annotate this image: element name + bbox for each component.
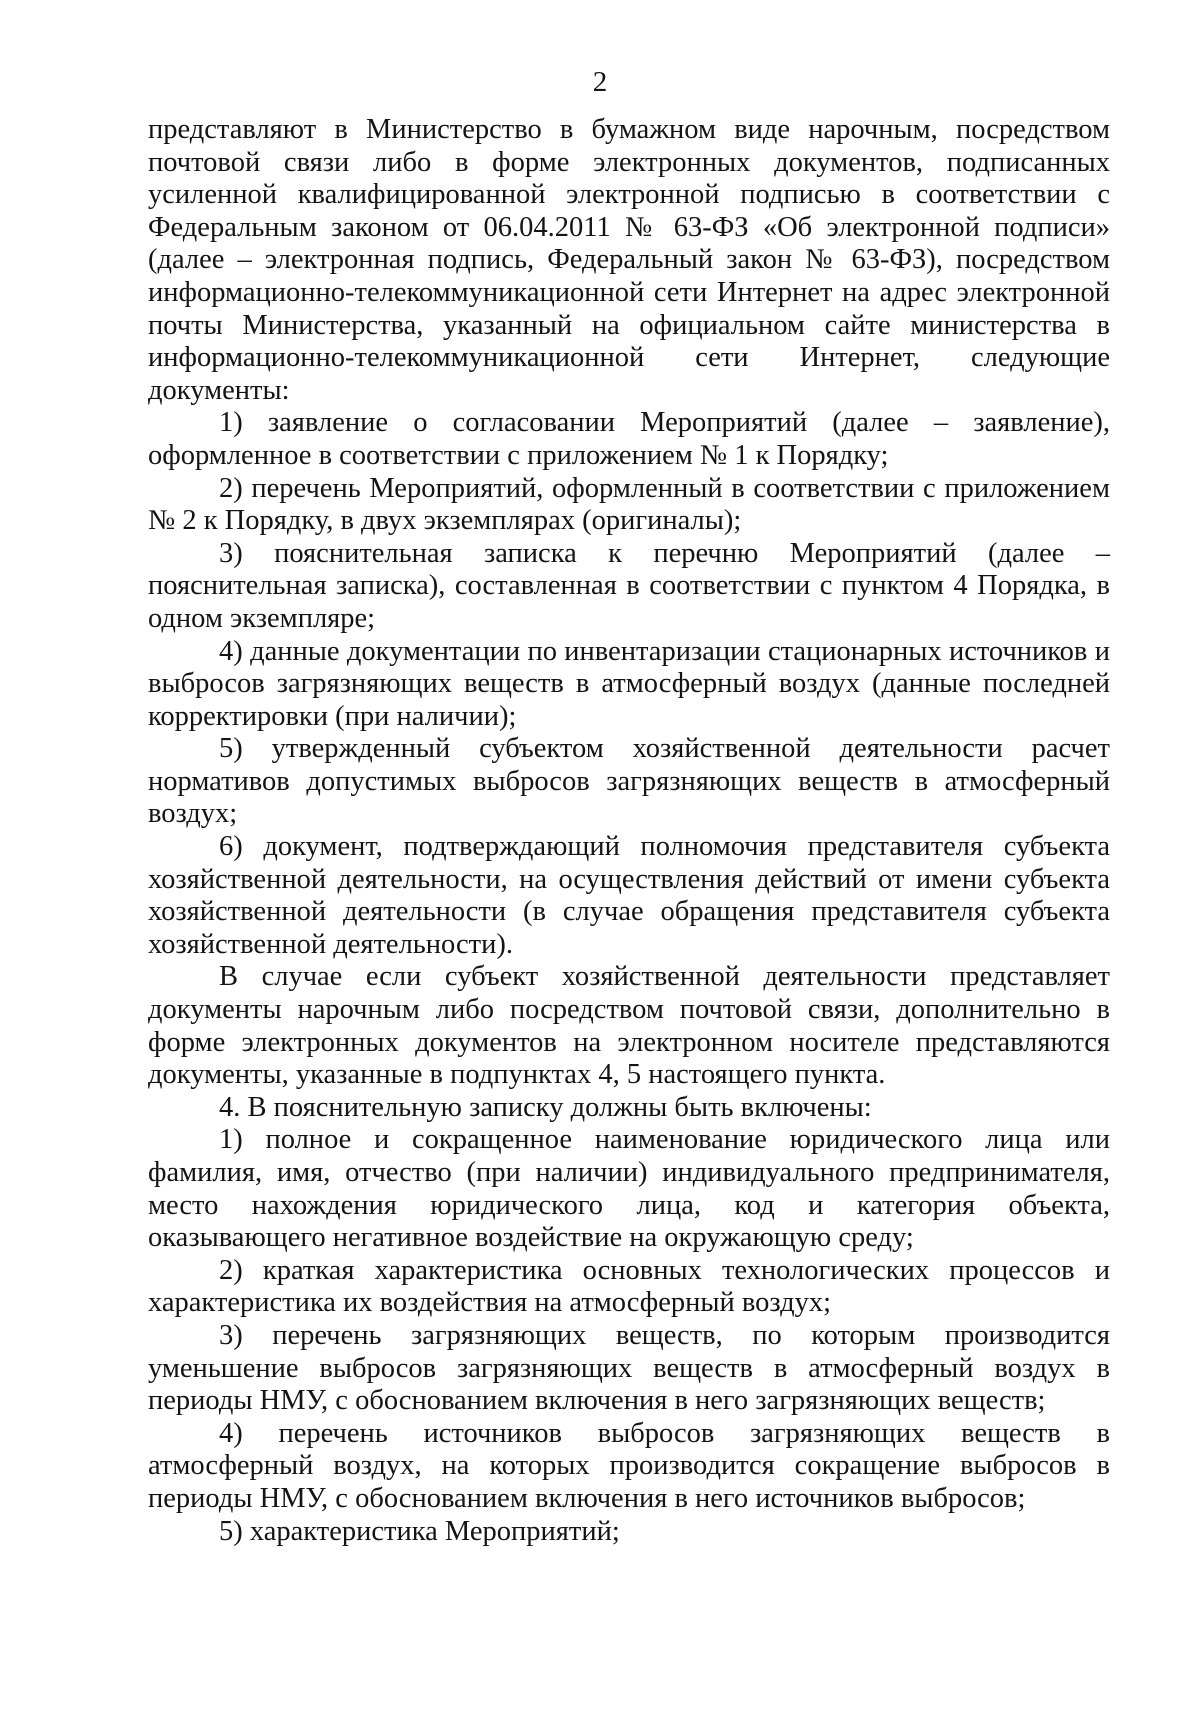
page-number: 2 — [592, 66, 608, 98]
document-body — [148, 114, 1110, 1548]
list-item-inventory-data: 4) данные документации по инвентаризации стационарных источников и выбросов загрязняющих веществ в атмосферный воздух (данные последней корректировки (при наличии); — [148, 635, 1110, 732]
list-item-emission-calculation: 5) утвержденный субъектом хозяйственной деятельности расчет нормативов допустимых выбросов загрязняющих веществ в атмосферный воздух; — [148, 733, 1110, 830]
list-item-process-characteristics: 2) краткая характеристика основных технологических процессов и характеристика их воздействия на атмосферный воздух; — [148, 1254, 1110, 1319]
paragraph-intro: представляют в Министерство в бумажном виде нарочным, посредством почтовой связи либо в форме электронных документов, подписанных усиленной квалифицированной электронной подписью в соответствии с Федеральным законом от 06.04.2011 № 63-ФЗ «Об электронной подписи» (далее – электронная подпись, Федеральный закон № 63-ФЗ), посредством информационно-телекоммуникационной сети Интернет на адрес электронной почты Министерства, указанный на официальном сайте министерства в информационно-телекоммуникационной сети Интернет, следующие документы: — [148, 114, 1110, 406]
list-item-measures-list: 2) перечень Мероприятий, оформленный в соответствии с приложением № 2 к Порядку, в двух экземплярах (оригиналы); — [148, 472, 1110, 537]
list-item-application: 1) заявление о согласовании Мероприятий (далее – заявление), оформленное в соответствии с приложением № 1 к Порядку; — [148, 407, 1110, 471]
list-item-authority-document: 6) документ, подтверждающий полномочия представителя субъекта хозяйственной деятельности, на осуществления действий от имени субъекта хозяйственной деятельности (в случае обращения представителя субъекта хозяйственной деятельности). — [148, 831, 1110, 960]
list-item-emission-sources: 4) перечень источников выбросов загрязняющих веществ в атмосферный воздух, на которых производится сокращение выбросов в периоды НМУ, с обоснованием включения в него источников выбросов; — [148, 1417, 1110, 1514]
list-item-pollutants-list: 3) перечень загрязняющих веществ, по которым производится уменьшение выбросов загрязняющих веществ в атмосферный воздух в периоды НМУ, с обоснованием включения в него загрязняющих веществ; — [148, 1319, 1110, 1417]
paragraph-electronic-copies: В случае если субъект хозяйственной деятельности представляет документы нарочным либо посредством почтовой связи, дополнительно в форме электронных документов на электронном носителе представляются документы, указанные в подпунктах 4, 5 настоящего пункта. — [148, 961, 1110, 1091]
section-4-heading: 4. В пояснительную записку должны быть включены: — [219, 1091, 872, 1123]
list-item-explanatory-note: 3) пояснительная записка к перечню Мероприятий (далее – пояснительная записка), составленная в соответствии с пунктом 4 Порядка, в одном экземпляре; — [148, 537, 1110, 634]
list-item-measures-characteristics: 5) характеристика Мероприятий; — [219, 1515, 620, 1547]
list-item-entity-name: 1) полное и сокращенное наименование юридического лица или фамилия, имя, отчество (при наличии) индивидуального предпринимателя, место нахождения юридического лица, код и категория объекта, оказывающего негативное воздействие на окружающую среду; — [148, 1124, 1110, 1254]
